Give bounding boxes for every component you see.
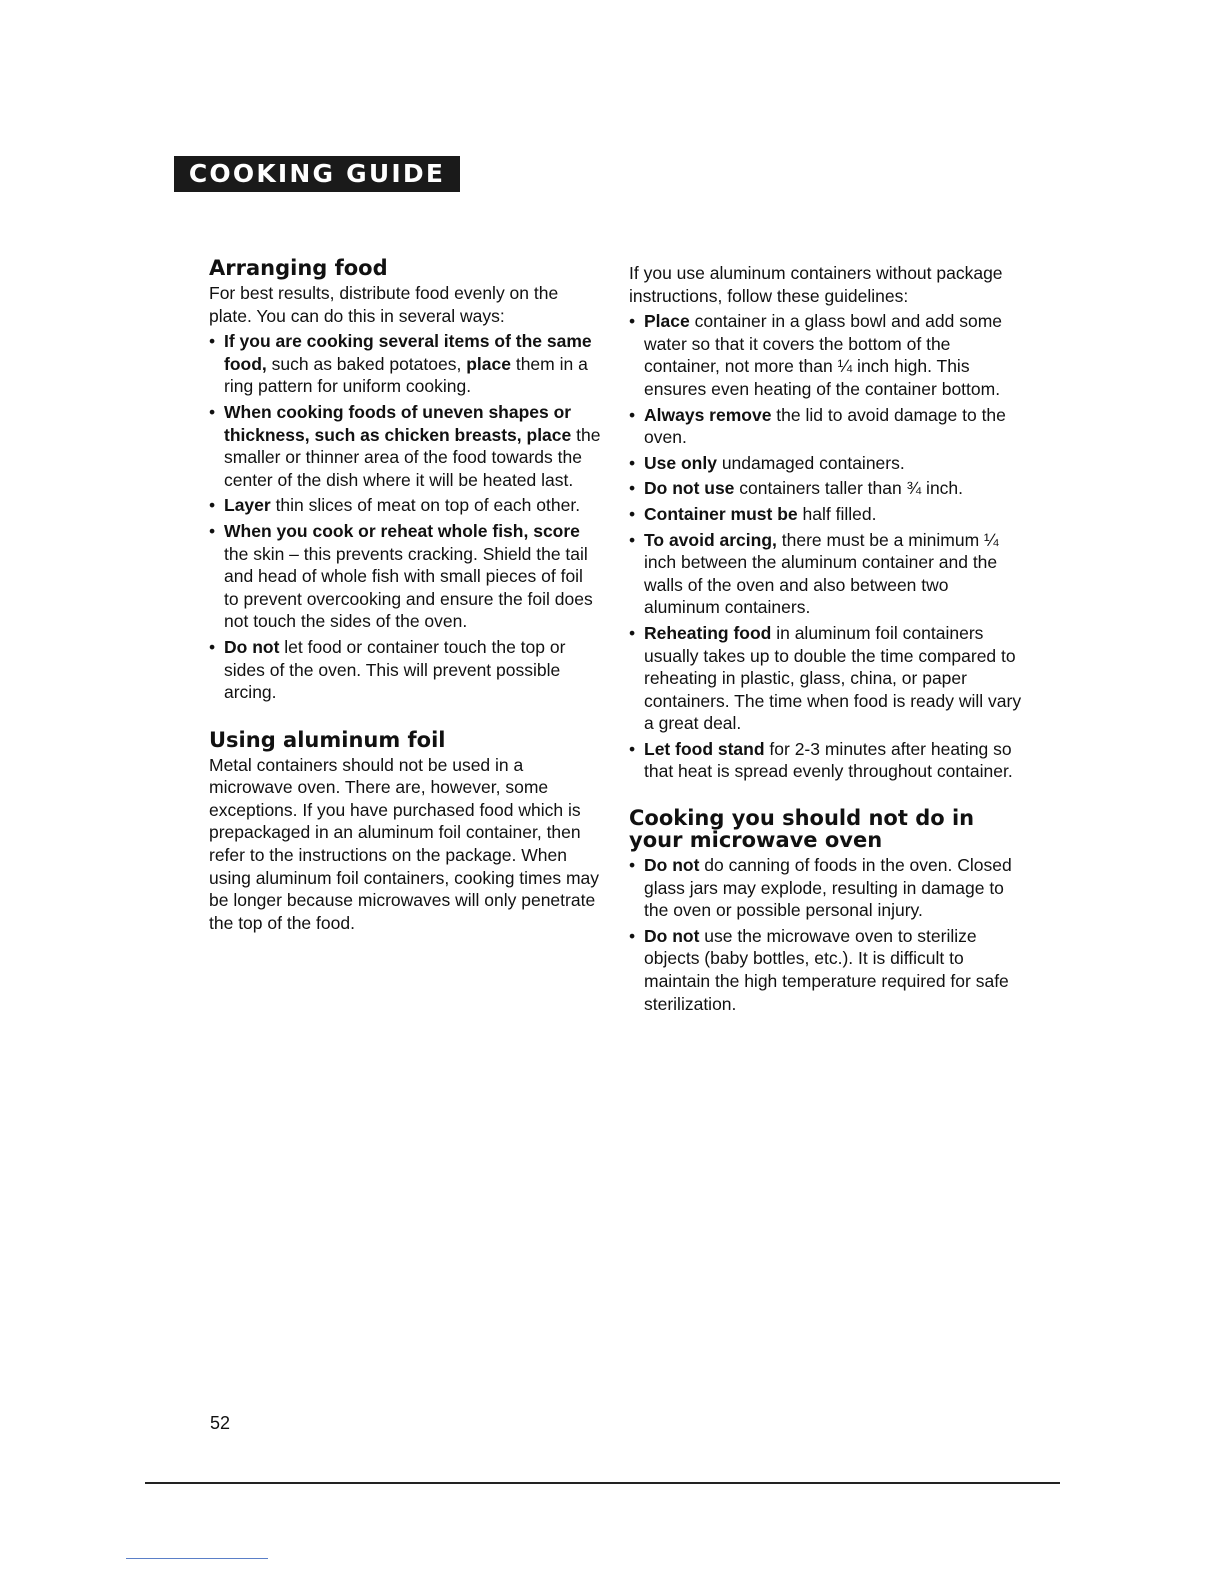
scan-edge-line xyxy=(126,1558,268,1559)
item-lead: Always remove xyxy=(644,404,772,425)
list-item xyxy=(629,738,1024,783)
item-lead: Do not xyxy=(644,925,700,946)
item-lead: Do not xyxy=(644,855,700,876)
arranging-food-list xyxy=(209,330,601,704)
list-item xyxy=(629,404,1024,449)
item-lead: To avoid arcing, xyxy=(644,529,777,550)
arranging-food-intro: For best results, distribute food evenly on the plate. You can do this in several ways: xyxy=(209,283,559,326)
list-item xyxy=(629,529,1024,619)
item-lead: Reheating food xyxy=(644,622,772,643)
item-text: half filled. xyxy=(797,503,877,524)
item-text: such as baked potatoes, xyxy=(266,353,467,374)
list-item xyxy=(629,452,1024,475)
aluminum-guidelines-intro: If you use aluminum containers without package instructions, follow these guidelines: xyxy=(629,263,1003,306)
list-item xyxy=(629,854,1024,922)
list-item xyxy=(629,310,1024,400)
item-text: container in a glass bowl and add some water so that it covers the bottom of the container, not more than ¼ inch high. This ensures even heating of the container bottom. xyxy=(644,311,1003,399)
item-lead: Container must be xyxy=(644,503,798,524)
item-lead: Place xyxy=(644,311,690,332)
item-text: undamaged containers. xyxy=(716,452,905,473)
section-banner: COOKING GUIDE xyxy=(174,156,460,192)
item-lead: place xyxy=(466,353,511,374)
right-column xyxy=(629,262,1024,1015)
item-text: use the microwave oven to sterilize objects (baby bottles, etc.). It is difficult to maintain the high temperature required for safe sterilization. xyxy=(644,925,1009,1014)
list-item xyxy=(209,494,601,517)
item-text: them in a ring pattern for uniform cooking. xyxy=(224,353,588,397)
item-text: containers taller than ¾ inch. xyxy=(734,478,964,499)
item-text: the skin – this prevents cracking. Shield the tail and head of whole fish with small pieces of foil to prevent overcooking and ensure the foil does not touch the sides of the oven. xyxy=(224,543,593,632)
item-text: thin slices of meat on top of each other. xyxy=(270,495,581,516)
list-item xyxy=(209,636,601,704)
cooking-not-to-do-heading: Cooking you should not do in your microwave oven xyxy=(629,806,975,853)
item-lead: Do not xyxy=(224,636,280,657)
aluminum-foil-heading: Using aluminum foil xyxy=(209,727,446,752)
item-text: the lid to avoid damage to the oven. xyxy=(644,404,1006,448)
left-column xyxy=(209,256,601,934)
item-lead: Let food stand xyxy=(644,738,765,759)
item-lead: When you cook or reheat whole fish, score xyxy=(224,520,580,541)
list-item xyxy=(629,622,1024,735)
item-lead: Layer xyxy=(224,495,271,516)
item-text: in aluminum foil containers usually takes up to double the time compared to reheating in plastic, glass, china, or paper containers. The time when food is ready will vary a great deal. xyxy=(644,622,1022,734)
item-lead: If you are cooking several items of the same food, xyxy=(224,331,592,374)
arranging-food-heading: Arranging food xyxy=(209,256,388,280)
list-item xyxy=(209,401,601,491)
list-item xyxy=(209,520,601,633)
item-lead: When cooking foods of uneven shapes or thickness, such as chicken breasts, place xyxy=(224,401,572,445)
list-item xyxy=(629,503,1024,526)
cooking-not-to-do-list xyxy=(629,854,1024,1015)
item-text: let food or container touch the top or sides of the oven. This will prevent possible arcing. xyxy=(224,636,566,703)
item-text: for 2-3 minutes after heating so that heat is spread evenly throughout container. xyxy=(644,738,1013,782)
item-text: do canning of foods in the oven. Closed glass jars may explode, resulting in damage to the oven or possible personal injury. xyxy=(644,855,1012,921)
item-lead: Do not use xyxy=(644,478,735,499)
item-lead: Use only xyxy=(644,452,717,473)
footer-rule xyxy=(145,1482,1060,1484)
aluminum-foil-body: Metal containers should not be used in a microwave oven. There are, however, some exceptions. If you have purchased food which is prepackaged in an aluminum foil container, then refer to the instructions on the package. When using aluminum foil containers, cooking times may be longer because microwaves will only penetrate the top of the food. xyxy=(209,754,600,933)
item-text: there must be a minimum ¼ inch between the aluminum container and the walls of the oven and also between two aluminum containers. xyxy=(644,529,999,618)
list-item xyxy=(629,477,1024,500)
list-item xyxy=(629,925,1024,1015)
aluminum-guidelines-list xyxy=(629,310,1024,783)
list-item xyxy=(209,330,601,398)
item-text: the smaller or thinner area of the food towards the center of the dish where it will be heated last. xyxy=(224,424,601,490)
page-number: 52 xyxy=(210,1413,231,1433)
